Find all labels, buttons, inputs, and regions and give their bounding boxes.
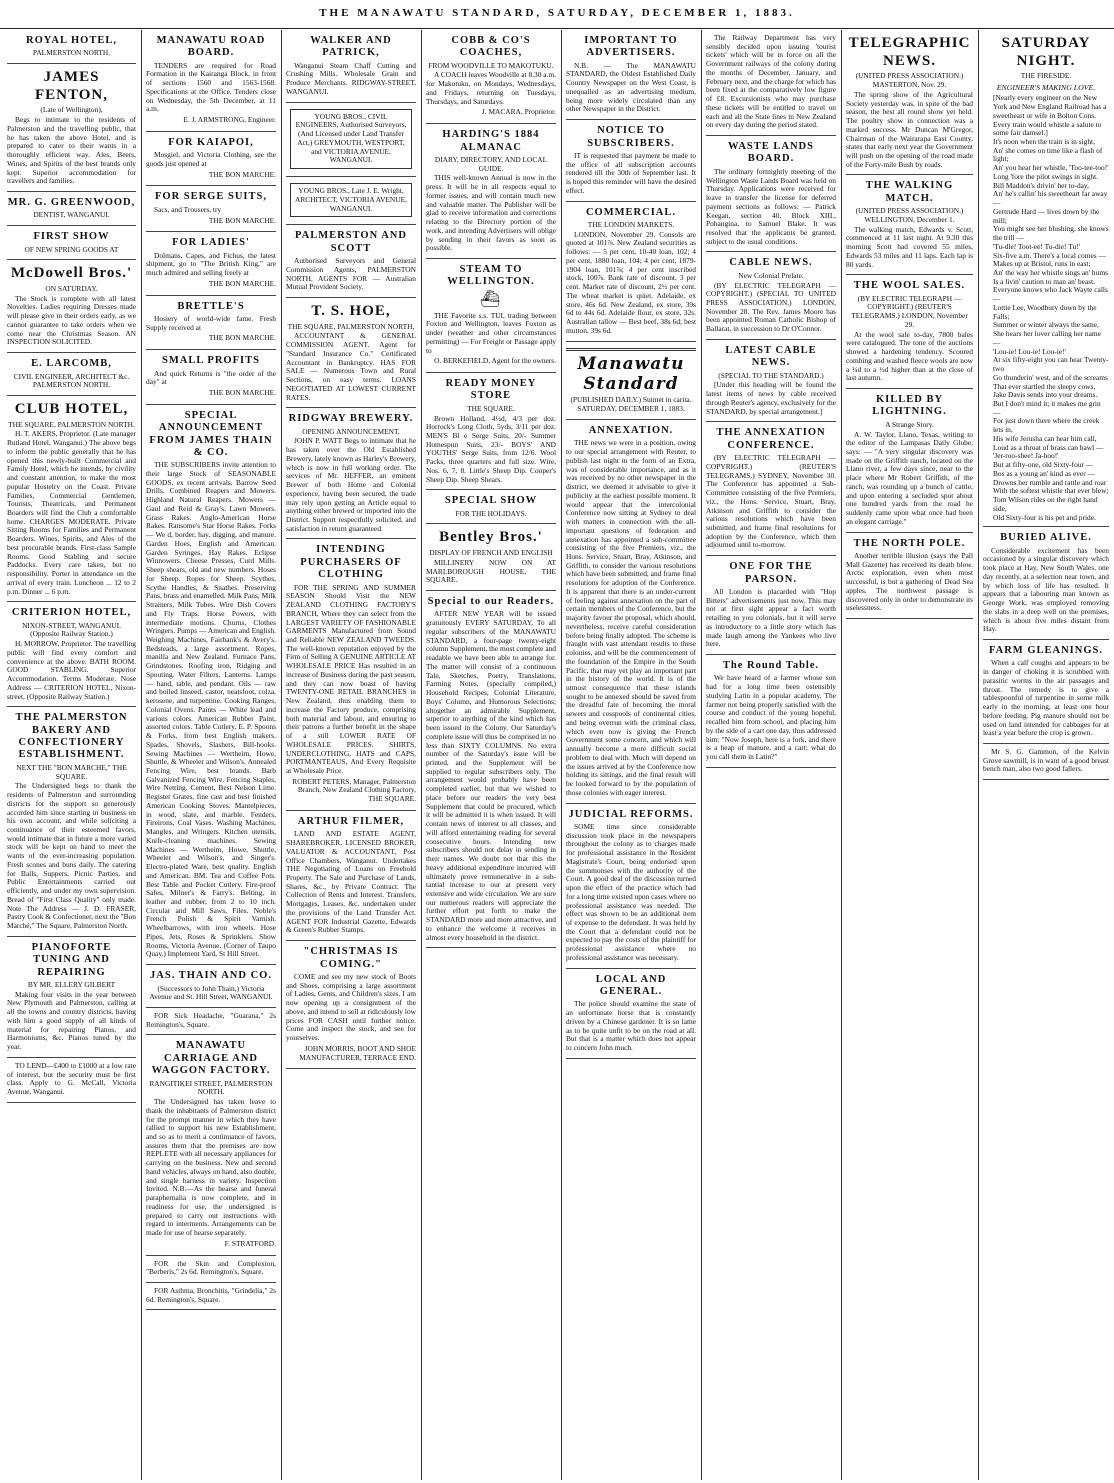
issue-date: SATURDAY, DECEMBER 1, 1883. — [577, 404, 685, 414]
block-heading: JAS. THAIN AND CO. — [150, 970, 272, 982]
block-heading: BRETTLE'S — [177, 300, 245, 312]
article-block — [566, 342, 696, 421]
poem-line: Tom Wilson rides on the right hand side, — [993, 495, 1098, 513]
block-body: MILLINERY NOW ON AT MARLBOROUGH HOUSE, THE SQUARE. — [426, 557, 556, 585]
poem-line: Makes up at Bristol, runs in east; — [993, 259, 1091, 269]
block-body: N.B. — The MANAWATU STANDARD, the Oldest Established Daily Country Newspaper on the West Coast, is unequalled as an advertising medium, being more widely circulated than any other Newspaper in the District. — [566, 60, 696, 114]
block-heading: MANAWATU ROAD BOARD. — [156, 35, 266, 59]
column-6 — [703, 30, 839, 1480]
block-subheading: (BY ELECTRIC TELEGRAPH — COPYRIGHT.) (REUTER'S TELEGRAMS.) LONDON, November 29. — [851, 293, 968, 329]
block-body: At the wool sale to-day, 7800 bales were catalogued. The tone of the auctions showed a hardening tendency. Scoured combing and washed fleece wools are now a ¼d to a ½d higher than at the close of last autumn. — [846, 329, 973, 383]
block-body: H. T. AKERS, Proprietor. (Late manager Rutland Hotel, Wanganui.) The above begs to inform the public generally that he has opened this newly-built Commercial and Family Hotel, which he intends, by civility and constant attention, to make the most popular Hostelry on the Coast. Private Families, Commercial Gentlemen, Tourists, Theatricals, and Permanent Boarders will find the Club a comfortable home. CHARGES MODERATE. Private Sitting Rooms for Families and Permanent Boarders. Wines, Spirits, and Ales of the best procurable brands. First-class Sample Rooms. Good Stabling and secure Paddocks. Every care taken, but no responsibility. Porter in attendance on the arrival of every train. Luncheon ... 12 to 2 p.m. Dinner ... 6 p.m. — [7, 429, 136, 596]
block-body: LAND AND ESTATE AGENT, SHAREBROKER, LICENSED BROKER, VALUATOR & ACCOUNTANT, Post Office Chambers, Wanganui. Undertakes THE Negotiating of Loans on Freehold Property. The Sale and Purchase of Lands, Shares, &c., by Private Contract. The Collection of Rents and Interest. Transfers, Mortgages, Leases, &c. undertaken under the provisions of the Land Transfer Act. AGENT FOR Industrial Gazette, Edwards & Green's Rubber Stamps. — [286, 829, 416, 935]
block-heading: CABLE NEWS. — [729, 257, 813, 269]
article-block — [426, 124, 556, 259]
poem-line: [Nearly every engineer on the New York and New England Railroad has a sweetheart or wife in Bolton Cons. Every train would whistle a salute to some fair damsel.] — [993, 93, 1107, 138]
article-block — [286, 811, 416, 941]
logo-text: YOUNG BROS., CIVIL ENGINEERS, Authorised Surveyors, (And Licensed under Land Transfer Act,) GREYMOUTH, WESTPORT, and VICTORIA AVENUE, WANGANUI. — [295, 111, 407, 165]
poem-title: ENGINEER'S MAKING LOVE. — [996, 83, 1096, 93]
article-block — [7, 707, 136, 936]
block-heading: CLUB HOTEL, — [14, 400, 129, 417]
article-block — [146, 132, 276, 187]
block-heading: STEAM TO WELLINGTON. — [447, 263, 535, 288]
block-heading: FARM GLEANINGS. — [989, 645, 1103, 656]
block-body: The ordinary fortnightly meeting of the Wellington Waste Lands Board was held on Thursday. Applications were received for leave to transfer the license for deferred payment sections as follows: — Patrick Keegan, section 40, Block XIII., Pohangina, to Samuel Blake. It was resolved that the applicants be granted, subject to the usual conditions. — [706, 166, 836, 246]
article-block — [7, 226, 136, 260]
poem-line: But at fifty-one, old Sixty-four — — [993, 460, 1094, 470]
block-heading: FIRST SHOW — [33, 231, 110, 243]
block-body: And quick Returns is "the order of the day" at — [146, 368, 276, 387]
article-block — [286, 177, 416, 225]
poem-line: Loud as a throat of brass can bawl — — [993, 442, 1104, 452]
block-body: A COACH leaves Woodville at 8.30 a.m. for Makotuku, on Mondays, Wednesdays, and Fridays, returning on Tuesdays, Thursdays, and Saturdays. — [426, 70, 556, 106]
poem-line: Everyone knows who Jack Wayte calls — — [993, 285, 1108, 304]
article-block — [706, 252, 836, 340]
block-body: Mosgiel, and Victoria Clothing, see the goods just opened at — [146, 150, 276, 168]
poem-line: Gertrude Hard — lives down by the mill; — [993, 206, 1100, 225]
block-heading: COMMERCIAL. — [585, 206, 677, 218]
poem-line: Lottie Lee, Woodbury down by the Falls; — [993, 302, 1097, 321]
block-heading: SPECIAL SHOW — [444, 495, 538, 507]
poem-line: She hears her lover calling her name — — [993, 329, 1101, 347]
block-subheading: (Late of Wellington), — [40, 105, 103, 115]
block-subheading: BY MR. ELLERY GILBERT — [27, 979, 116, 989]
poem-line: But I don't mind it; it makes me grin — — [993, 399, 1101, 417]
block-signature: J. MACARA, Proprietor. — [481, 107, 556, 117]
block-body: Dolmans, Capes, and Fichus, the latest shipment, go to "The British King," are much admired and selling freely at — [146, 250, 276, 278]
block-heading: PIANOFORTE TUNING AND REPAIRING — [31, 941, 112, 978]
article-block — [286, 539, 416, 810]
article-block — [706, 30, 836, 136]
poem-line: 'Tu-dle! Toot-ee! Tu-die! Tu!' — [993, 241, 1080, 251]
block-body: [Under this heading will be found the latest items of news by cable received through Reuter's agency, exclusively for the STANDARD, by special arrangement.] — [706, 380, 836, 416]
block-body: (BY ELECTRIC TELEGRAPH — COPYRIGHT.) (REUTER'S TELEGRAMS.) SYDNEY, November 30. The Conference has appointed a Sub-Committee consisting of the five Premiers, viz., the Hons. Service, Stuart, Bray, Atkinson and Griffith to consider the various resolutions which have been submitted, and frame final resolutions for adoption by the Conference, which then adjourned until to-morrow. — [706, 453, 836, 550]
block-heading: WASTE LANDS BOARD. — [728, 141, 814, 165]
block-subheading: NEXT THE "BON MARCHE," THE SQUARE. — [16, 762, 127, 781]
poem-line: Bill Maddon's drivin' her to-day, — [993, 180, 1089, 190]
column-rule — [141, 30, 142, 1480]
block-body: All London is placarded with "Hop Bitters" advertisements just now. This may not at first sight appear a fact worth retailing to you colonials, but it will serve as introductory to a little story which has made laugh among the Yankees who live here. — [706, 586, 836, 649]
block-body: THE Favorite s.s. TUI, trading between Foxton and Wellington, leaves Foxton as under (weather and other circumstances permitting) — For Freight or Passage apply to — [426, 310, 556, 355]
block-body: AFTER NEW YEAR will be issued gratuitously EVERY SATURDAY, To all regular subscribers of the MANAWATU STANDARD, a four-page twenty-eight column Supplement, the most complete and readable we have been able to arrange for. The matter will consist of a continuous Tale, Sketches, Poetry, Translations, Farming Notes, (specially compiled,) Household Recipes, Colonial Literature, Boys' Column, and Humorous Selections; altogether an admirable Supplement, superior to anything of the kind which has been issued in the Colony. Our Saturday's complete issue will thus be comprised in no less than SIXTY COLUMNS. No extra number of the Saturday's issue will be printed, and the Supplement will be supplied to regular subscribers only. The arrangement would probably have been completed earlier, but that we wished to place before our readers the very best Supplement that could be procured, which it will be admitted it is when issued. It will contain news of interest to all classes, and will afford entertaining reading for several consecutive hours. Intending new subscribers should not delay in sending in their names. We doubt not that this the heavy additional expenditure incurred will ultimately prove remunerative in a sub-tantial increase to our at present very extensive and wide circulation. We are sure our numerous readers will appreciate the further effort put forth to make the STANDARD more and more attractive, and to enhance the welcome it receives in almost every household in the district. — [426, 609, 556, 942]
poem-line: At six fifty-eight you can hear Twenty-two — [993, 355, 1109, 374]
article-block — [146, 965, 276, 1008]
poem-line: 'Jer-roo-shee! Ja-hoo!' — [993, 451, 1059, 461]
block-subheading: RANGITIKEI STREET, PALMERSTON NORTH. — [149, 1078, 273, 1097]
article-block — [983, 30, 1109, 527]
article-block — [426, 591, 556, 948]
block-signature: O. BERKEFIELD, Agent for the owners. — [434, 356, 556, 366]
block-heading: BURIED ALIVE. — [1000, 532, 1092, 544]
column-4 — [423, 30, 559, 1480]
article-block — [146, 1283, 276, 1310]
block-subheading: (SPECIAL TO THE STANDARD.) — [718, 370, 824, 380]
block-body: Wanganui Steam Chaff Cutting and Crushing Mills. Wholesale Grain and Produce Merchants. RIDGWAY-STREET, WANGANUI. — [286, 60, 416, 96]
block-heading: ONE FOR THE PARSON. — [729, 561, 813, 585]
article-block — [706, 655, 836, 768]
article-block — [146, 1256, 276, 1283]
article-block — [146, 232, 276, 295]
logo-text: YOUNG BROS., Late J. E. Wright, ARCHITECT, VICTORIA AVENUE, WANGANUI. — [295, 186, 407, 213]
article-block — [7, 64, 136, 192]
poem-line: Go thunderin' west, and of the screams — [993, 372, 1108, 382]
block-body: Brown Holland, 4½d, 4/3 per doz. Horrock's Long Cloth, 5yds, 3/11 per doz. MEN'S Bl e Serge Suits, 20/- Summer Homespun Suits, 23/- BOYS' AND YOUTHS' Serge Suits, from 12/6. Wool Packs, three quarters and full size. Wire, Nos. 6, 7, 8. Little's Sheep Dip. Cooper's Sheep Dip. Sheep Shears. — [426, 413, 556, 484]
article-block — [846, 275, 973, 389]
poem-line: Is a livin' caution to man an' beast. — [993, 276, 1096, 286]
block-heading: The Round Table. — [722, 660, 820, 672]
article-block — [146, 350, 276, 405]
block-subheading: NIXON-STREET, WANGANUI. (Opposite Railway Station.) — [22, 620, 121, 639]
block-heading: THE NORTH POLE. — [853, 537, 966, 549]
article-block — [566, 420, 696, 803]
block-body: ACCOUNTANT & GENERAL COMMISSION AGENT. Agent for "Standard Insurance Co." Certificated Accountant in Bankruptcy. HAS FOR SALE — Numerous Town and Rural Sections, on easy terms. LOANS NEGOTIATED AT LOWEST CURRENT RATES. — [286, 331, 416, 402]
block-body: FOR Asthma, Bronchitis, "Grindelia," 2s 6d. Remington's, Square. — [146, 1286, 276, 1304]
block-heading: McDowell Bros.' — [10, 265, 133, 282]
article-block — [7, 937, 136, 1058]
block-heading: KILLED BY LIGHTNING. — [872, 394, 947, 418]
block-subheading: (UNITED PRESS ASSOCIATION.) WELLINGTON, December 1. — [855, 206, 964, 224]
block-heading: LOCAL AND GENERAL. — [595, 973, 667, 998]
block-heading: "CHRISTMAS IS COMING." — [303, 946, 399, 970]
block-body: The Undersigned has taken leave to thank the inhabitants of Palmerston district for the prompt manner in which they have rallied to support his new Establishment, and so as to merit a continuance of favors, assures them that the premises are now REPLETE with all necessary appliances for carrying on the business. New and second hand vehicles, always on hand, also double, and single harness in variety. Inspection Invited. N.B.—As the hearse and funeral paraphernalia is now complete, and in readiness for use, the undersigned is prepared to carry out instructions with regard to interments. Arrangements can be made for use of hearse separately. — [146, 1097, 276, 1238]
block-signature: THE BON MARCHE. — [208, 388, 276, 398]
block-body: A. W. Taylor, Llano, Texas, writing to the editor of the Lampasas Daily Globe, says: — "A very singular discovery was made on the Griffith ranch, located on the Llano river, a few days since, near to the place where Mr Robert Griffith, of the ranch, was rounding up a bunch of cattle, and upon entering a secluded spot about one hundred yards from the road he suddenly came upon what once had been an elegant carriage." — [846, 429, 973, 526]
block-body: Begs to intimate to the residents of Palmerston and the travelling public, that he has taken the above Hotel, and is prepared to cater to their wants in a thoroughly efficient way. Ales, Beers, Wines, and Spirits of the best brands only kept. Superior accommodation for travellers and families. — [7, 115, 136, 186]
poem-line: 'Lou-ie! Lou-ie! Lou-ie!' — [993, 346, 1066, 356]
block-body: THE news we were in a position, owing to our special arrangement with Reuter, to publish last night in the form of an Extra, was of considerable importance, and as it was received by no other newspaper in the district, we deemed it advisable to give it publicity at the earliest possible moment. It would appear that the intercolonial Conference now sitting at Sydney to deal with matters in connection with the all-important questions of federation and annexation has appointed a sub-committee consisting of the five Premiers, viz., the Hons. Service, Stuart, Bray, Atkinson, and Griffith, to consider the various resolutions which have been submitted, and frame final resolutions for adoption of the Conference. It is apparent that there is an under-current of feeling against annexation on the part of certain members of the Conference, but the majority favour the proposal, which should, nevertheless, receive careful consideration before being finally adopted. The scheme is fraught with vast attendant results to these colonies, and will be the commencement of the foundation of the Empire in the South Pacific, that may yet play an important part in the history of the world. It is of the utmost consequence that these islands sought to be annexed should be saved from the dreadful fate of becoming the moral sewers and cesspools of continental cities, and being overrun with the criminal class, which even now is giving the French Government some concern, and which will annually become a more difficult social problem to deal with. Much will depend on the issues arrived at by the Conference now holding its sittings, and the final result will be looked forward to by the population of those colonies with eager interest. — [566, 438, 696, 797]
block-body: When a calf coughs and appears to be in danger of choking it is scrubbed with parasitic worms in the air passages and throat. The remedy is to give a tablespoonful of turpentine in some milk early in the morning, at least one hour before feeding. Pig manure should not be used on land intended for cabbages for at least a year before the crop is grown. — [983, 658, 1109, 738]
block-signature: F. STRATFORD. — [224, 1238, 276, 1248]
block-body: IT is requested that payment be made to the office of all subscription accounts rendered till the 30th of September last. It is hoped this reminder will have the desired effect. — [566, 150, 696, 195]
article-block — [146, 30, 276, 132]
block-subheading: New Colonial Prelate. — [738, 270, 804, 280]
column-rule — [421, 30, 422, 1480]
column-5 — [563, 30, 699, 1480]
column-2 — [143, 30, 279, 1480]
block-heading: CRITERION HOTEL, — [11, 607, 132, 619]
block-body: H. MORROW, Proprietor. The travelling public will find every comfort and convenience at the above. BATH ROOM. GOOD STABLING. Superior Accommodation. Terms Moderate. Nose Address — CRITERION HOTEL, Nixon-street, (Opposite Railway Station.) — [7, 639, 136, 701]
block-heading: INTENDING PURCHASERS OF CLOTHING — [300, 544, 402, 581]
block-body: The Undersigned begs to thank the residents of Palmerston and surrounding districts for the support so generously accorded him since starting in business on his own account, and while soliciting a continuance of their esteemed favors, would intimate that in future a more varied stock will be kept on hand to meet the wants of the ever-increasing population. Fresh scones and buns daily. The catering for Balls, Suppers, Picnic Parties, and Public Entertainments carried out efficiently, and under my own supervision. Bread of "First Class Quality" only made. Note The Address — J. D. FRASER, Pastry Cook & Confectioner, next the "Bon Marché," The Square, Palmerston North. — [7, 781, 136, 931]
article-block — [426, 30, 556, 124]
block-subheading: ON SATURDAY. — [45, 284, 98, 293]
block-body: THE SUBSCRIBERS invite attention to their large Stock of SEASONABLE GOODS, ex recent arrivals. Barrow Seed Drills. Combined Reapers and Mowers. Highland Natural Reapers. Mowers — Gaul and Reid & Gray's. Lawn Mowers. Grass Rakes. Anglo-American Horse Rakes. Ransome's Star Horse Rakes. Forks — We d, border, hay, digging, and manure. Garden Hoes, English and American. Garden Syringes, Hay Rakes. Eclipse Winnowers. Cheese Presses, Curd Mills. Sheep shears, old and new numbers. Hoses for Sheep. Ropes for Sheep. Scythes, Scythe Handles, & Snathes. Preserving Pans, brass and enamelled. Milk Pans, Milk Strainers, Milk Tubes. Wire Dish Covers and Fly Traps. Horse Powers, with intermediate motions. Churns, Clothes Wringers. Pumps — American and English. Weighing Machines, Fairbank's & Avery's. Bedsteads, a large assortment. Ropes, manilla and New Zealand. Furnace Pans, Grindstones. Roofing iron, Ridging and Spouting. Water Filters, Lanterns. Lamps — hand, table, and pendant. Oils — raw and boiled linseed, castor, neatsfoot, colza, kerosene, and turpentine. Cooking Ranges, Colonial Ovens. Paints — White lead and various colors. American Rubber Paint, assorted colors. Table Cutlery, E. P. Spoons & Forks, from best English makers. Spades, Shovels, Slashers, Bill-hooks. Sewing Machines — Wertheim, Howe, Shuttle, & Wheeler and Wilson's. Annealed Fencing Wire, best brands. Barb Galvanized Fencing Wire. Fencing Staples, Wire Netting. Cement, Best Nelson Lime. Register Grates, fine cast and best finished American Cooking Stoves. Mantelpieces, in wood, slate, and marble. Fenders, Fireirons, Coal Vases. Washing Machines, Mangles, and Wringers. Kitchen utensils, Knife-cleaning machines. Sewing Machines — Wertheim, Howe, Shuttle, Wheeler and Wilson's, and Singer's. Electro-plated Ware, best quality. English and American. BM. Tea and Coffee Pots. Best Table and Pocket Cutlery. Fire-proof Safes, Milner's & Farry's. Belting, in leather and rubber, from 2 to 10 inch. Circular and Mill Saws, Files. Noble's French Polish & Spirit Varnish. Wheelbarrows, with iron wheels. Hose Pipes, Jets, Roses & Sprinklers. Show Rooms, Victoria Avenue. (Corner of Taupo Quay.) Implement Yard, St Hill Street. — [146, 460, 276, 959]
block-heading: T. S. HOE, — [311, 302, 391, 319]
block-heading: ANNEXATION. — [588, 425, 674, 437]
block-body: The spring show of the Agricultural Society yesterday was, in spite of the bad season, the best all round show yet held. The poultry show in connection was a marked success. Mr Duncan M'Gregor, Chairman of the Wairarapa East County, states that early next year the Government will push on the opening of the road made of the Forty-mile Bush by roads. — [846, 89, 973, 169]
article-block — [706, 556, 836, 655]
block-subheading: OPENING ANNOUNCEMENT. — [302, 426, 400, 436]
poem-line: For just down there where the creek lets in, — [993, 416, 1100, 435]
block-heading: Bentley Bros.' — [439, 529, 543, 546]
article-block — [146, 1008, 276, 1035]
article-block — [846, 533, 973, 620]
block-body: Hosiery of world-wide fame. Fresh Supply received at — [146, 314, 276, 332]
article-block — [983, 744, 1109, 780]
block-subheading: A Strange Story. — [885, 419, 934, 429]
column-rule — [561, 30, 562, 1480]
ship-icon: ⛴ — [479, 290, 503, 308]
article-block — [566, 202, 696, 342]
column-7 — [843, 30, 976, 1480]
article-block — [566, 804, 696, 969]
block-signature: E. J. ARMSTRONG, Engineer. — [183, 115, 276, 125]
article-block — [7, 30, 136, 64]
poem-line: Long 'fore the pilot swings in sight. — [993, 171, 1098, 181]
masthead-rule — [566, 348, 696, 351]
block-signature: ROBERT PETERS, Manager, Palmerston Branch, New Zealand Clothing Factory, THE SQUARE. — [292, 776, 416, 804]
block-heading: NOTICE TO SUBSCRIBERS. — [587, 125, 675, 149]
poem-line: Bos as a young an' kind as ever — — [993, 468, 1095, 478]
article-block — [846, 389, 973, 533]
article-block — [983, 640, 1109, 744]
block-heading: Special to our Readers. — [427, 596, 555, 608]
article-block — [846, 30, 973, 175]
article-block — [566, 30, 696, 120]
paper-title: Manawatu Standard — [577, 353, 685, 394]
block-subheading: (PUBLISHED DAILY.) Suimet in carita. — [570, 394, 692, 404]
block-heading: JUDICIAL REFORMS. — [568, 808, 694, 820]
block-body: TENDERS are required for Road Formation in the Kairanga Block, in front of sections 1560 and 1563-1568. Specifications at the Office. Tenders close on Wednesday, the 5th December, at 11 a.m. — [146, 60, 276, 114]
column-rule — [281, 30, 282, 1480]
block-heading: SPECIAL ANNOUNCEMENT FROM JAMES THAIN & CO. — [149, 409, 273, 458]
block-heading: HARDING'S 1884 ALMANAC — [442, 129, 540, 153]
block-body: The Stock is complete with all latest Novelties. Ladies requiring Dresses made will please give in their orders early, as we cannot guarantee to take orders when we come near the Christmas Season. AN INSPECTION SOLICITED. — [7, 293, 136, 347]
article-block — [7, 602, 136, 707]
column-1 — [4, 30, 139, 1480]
article-block — [286, 298, 416, 408]
column-rule — [701, 30, 702, 1480]
block-heading: JAMES FENTON, — [35, 69, 108, 103]
poem-line: That ever startled the sleepy cows, — [993, 381, 1096, 391]
block-heading: SATURDAY NIGHT. — [1001, 35, 1091, 69]
poem-line: Old Sixty-four is his pet and pride. — [993, 512, 1096, 522]
block-heading: PALMERSTON AND SCOTT — [295, 230, 407, 254]
block-heading: FOR LADIES' — [172, 237, 250, 249]
article-block — [706, 422, 836, 556]
block-body: Authorised Surveyors and General Commission Agents, PALMERSTON NORTH. AGENTS FOR — Australian Mutual Provident Society. — [286, 256, 416, 292]
article-block — [566, 120, 696, 201]
poem-line: An' you hear her whistle, 'Too-tee-too!' — [993, 163, 1109, 173]
block-heading: TELEGRAPHIC NEWS. — [848, 35, 971, 69]
block-subheading: DIARY, DIRECTORY, AND LOCAL GUIDE. — [434, 154, 548, 173]
block-subheading: THE SQUARE. — [467, 403, 515, 413]
article-block — [286, 103, 416, 177]
column-rule — [978, 30, 979, 1480]
article-block — [286, 408, 416, 539]
block-subheading: (UNITED PRESS ASSOCIATION.) MASTERTON, Nov. 29. — [855, 71, 964, 90]
poem-line: Summer or winter always the same, — [993, 320, 1099, 330]
article-block — [146, 296, 276, 351]
article-block — [426, 259, 556, 373]
block-heading: RIDGWAY BREWERY. — [288, 413, 414, 425]
article-block — [846, 175, 973, 275]
block-heading: WALKER AND PATRICK, — [310, 35, 392, 59]
column-3 — [283, 30, 419, 1480]
block-subheading: DENTIST, WANGANUI. — [33, 210, 110, 220]
block-heading: SMALL PROFITS — [162, 355, 260, 367]
block-body: The walking match, Edwards v. Scott, commenced at 11 last night. At 9.30 this morning Scott had covered 55 miles, Edwards 53 miles and 11 laps. Each lap is 80 yards. — [846, 224, 973, 269]
block-signature: THE BON MARCHE. — [208, 278, 276, 288]
block-subheading: THE FIRESIDE. — [1020, 71, 1072, 81]
column-8 — [980, 30, 1112, 1480]
poem-line: An' he's callin' his sweetheart far away — — [993, 189, 1108, 208]
article-block — [7, 192, 136, 226]
block-subheading: (Successors to John Thain,) Victoria Avenue and St. Hill Street, WANGANUI. — [149, 983, 273, 1002]
article-block — [7, 396, 136, 602]
masthead: THE MANAWATU STANDARD, SATURDAY, DECEMBER 1, 1883. — [0, 0, 1114, 29]
article-block — [566, 969, 696, 1059]
block-subheading: THE SQUARE, PALMERSTON NORTH. — [8, 419, 135, 429]
block-body: The Railway Department has very sensibly decided upon issuing 'tourist tickets' which will be in force on all the Government railways of the colony during the months of December, January, and February next, and the charge for which has been fixed at the comparatively low figure of £8. Excursionists who may purchase these tickets will be entitled to travel on each and all the State lines in New Zealand on every day during the period stated. — [706, 33, 836, 130]
block-heading: MANAWATU CARRIAGE AND WAGGON FACTORY. — [151, 1040, 271, 1077]
article-block — [146, 405, 276, 965]
block-heading: THE PALMERSTON BAKERY AND CONFECTIONERY ESTABLISHMENT. — [15, 712, 128, 761]
article-block — [286, 30, 416, 103]
block-body: TO LEND—£400 to £1000 at a low rate of interest, but the security must be first class. Apply to G. McCall, Victoria Avenue, Wanganui. — [7, 1060, 136, 1096]
block-body: SOME time since considerable discussion took place in the newspapers throughout the colony as to charges made for professional assistance in the Resident Magistrate's Court, being endorsed upon the summonses with the authority of the Court. A good deal of the discussion turned upon the effect of the practice which had for a long time existed upon cases where no professional assistance was needed. The effect was shown to be an additional item of expense to the defendant. It was held by the Court that a defendant could not be expected to pay the costs of the plaintiff for professional assistance where no professional assistance was necessary. — [566, 821, 696, 962]
block-heading: THE WALKING MATCH. — [865, 180, 954, 204]
article-block — [426, 490, 556, 524]
block-subheading: THE LONDON MARKETS. — [587, 219, 675, 229]
block-heading: E. LARCOMB, — [31, 358, 112, 370]
block-subheading: PALMERSTON NORTH. — [32, 48, 111, 58]
block-subheading: FOR THE HOLIDAYS. — [455, 508, 527, 518]
block-body: COME and see my new stock of Boots and Shoes, comprising a large assortment of Ladies, Gents, and Children's sizes. I am now opening up a consignment of the above, and intend to sell at ridiculously low prices FOR CASH until further notice. Come and inspect the stock, and see for yourselves. — [286, 971, 416, 1043]
article-block — [7, 1058, 136, 1103]
article-block — [426, 373, 556, 490]
block-heading: THE WOOL SALES. — [853, 280, 966, 292]
block-heading: FOR SERGE SUITS, — [155, 191, 267, 203]
poem-line: An' the way her whistle sings an' hums — [993, 267, 1108, 277]
poem-line: His wife Jerusha can hear him call, — [993, 433, 1097, 443]
block-signature: THE BON MARCHE. — [208, 169, 276, 179]
firm-logo — [290, 109, 412, 169]
block-subheading: OF NEW SPRING GOODS AT — [24, 244, 119, 254]
block-body: JOHN P. WATT Begs to intimate that he has taken over the Old Established Brewery, lately known as Harley's Brewery, which is now in full working order. The services of Mr. HEFFER, an eminent Brewer of both Home and Colonial experience, having been secured, the trade may rely upon getting an Article equal to anything either brewed or imported into the District. Support respectfully solicited, and satisfaction in return guaranteed. — [286, 436, 416, 533]
block-body: LONDON, November 29. Consols are quoted at 101⅞. New Zealand securities as follows: — 5 per cent, 10-40 loan, 102; 4 per cent, 1880 loan, 104; 4 per cent, 1879-1904 loan, 101⅞; 4 per cent inscribed stock, 100⅞. Bank rate of discount, 3 per cent. Market rate of discount, 2½ per cent. The wheat market is quiet. Adelaide, ex store, 46s 6d. New Zealand, ex store, 39s 6d to 44s 6d. Adelaide flour, ex store, 32s. Australian tallow — Best beef, 38s 6d; best mutton, 39s 6d. — [566, 229, 696, 335]
block-heading: FOR KAIAPOI, — [168, 136, 254, 148]
article-block — [146, 1035, 276, 1255]
block-heading: ARTHUR FILMER, — [297, 815, 405, 827]
block-body: FOR the Skin and Complexion, "Berberis," 2s 6d. Remington's, Square. — [146, 1258, 276, 1277]
block-heading: ROYAL HOTEL, — [26, 35, 117, 46]
block-body: Mr S. G. Gammon, of the Kelvin Grove sawmill, is in want of a good breast bench man, also two good fallers. — [983, 746, 1109, 774]
article-block — [7, 353, 136, 396]
article-block — [286, 941, 416, 1069]
block-body: THIS well-known Annual is now in the press. It will be in all respects equal to former issues, and will contain much new and valuable matter. The Publisher will be glad to receive information and corrections relating to the Directory portion of the work, and intending Advertisers will oblige by sending in their favors as soon as possible. — [426, 173, 556, 253]
block-body: The police should examine the state of an unfortunate horse that is constantly driven by a Chinese gardener. It is so lame as to be quite unfit to be on the road at all. But that is a matter which does not appear to concern John much. — [566, 999, 696, 1053]
poem-line: An' she comes on time like a flash of light; — [993, 145, 1103, 164]
block-subheading: CIVIL ENGINEER, ARCHITECT &c. PALMERSTON NORTH. — [13, 371, 130, 390]
block-heading: THE ANNEXATION CONFERENCE. — [716, 427, 826, 451]
block-heading: MR. G. GREENWOOD, — [7, 197, 136, 209]
poem-line: Drowns her rumble and rattle and roar — [993, 477, 1107, 487]
block-heading: COBB & CO'S COACHES, — [451, 35, 531, 59]
block-heading: IMPORTANT TO ADVERTISERS. — [584, 35, 678, 59]
block-body: (BY ELECTRIC TELEGRAPH — COPYRIGHT.) (SPECIAL TO UNITED PRESS ASSOCIATION.) LONDON, November 28. The Rev. James Moore has been appointed Roman Catholic Bishop of Ballarat, in succession to Dr O'Connor. — [706, 280, 836, 334]
block-subheading: THE SQUARE, PALMERSTON NORTH, — [287, 321, 415, 331]
poem-line: Six-five a.m. There's a local comes — — [993, 250, 1106, 260]
poem-line: Jake Davis sends into your dreams. — [993, 390, 1098, 400]
poem-line: It's noon when the train is in sight, — [993, 136, 1095, 146]
poem-line: You might see her blushing, she knows the trill — — [993, 224, 1109, 243]
block-body: We have heard of a farmer whose son had for a long time been ostensibly studying Latin in a popular academy. The farmer not being properly satisfied with the course and conduct of the young hopeful, recalled him from school, and placing him by the side of a cart one day, thus addressed him: "Now Joseph, here is a fork, and there is a heap of manure, and a cart; what do you call them in Latin?" — [706, 673, 836, 762]
block-body: Making four visits in the year between New Plymouth and Palmerston, calling at all the towns and country districts, having with him a good supply of all kinds of material for repairing Pianos, and Harmoniums, &c. Pianos tuned by the year. — [7, 989, 136, 1052]
block-body: FOR Sick Headache, "Guarana," 2s Remington's, Square. — [146, 1010, 276, 1029]
block-body: FOR THE SPRING AND SUMMER SEASON Should Visit the NEW ZEALAND CLOTHING FACTORY'S BRANCH, Where they can select from the LARGEST VARIETY OF FASHIONABLE GARMENTS Manufactured from Sound and Reliable NEW ZEALAND TWEEDS. The well-known reputation enjoyed by the Firm of Selling A GENUINE ARTICLE AT WHOLESALE PRICE Has resulted in an increase of Business during the past season, and they can now boast of having TWENTY-ONE RETAIL BRANCHES in New Zealand, thus enabling them to increase the Factory produce, comprising both material and labour, and ensuring to their patrons a further benefit in the shape of a still LOWER RATE OF WHOLESALE PRICES. SHIRTS, UNDERCLOTHING, HATS and CAPS, PORTMANTEAUS, And Every Requisite at Wholesale Price. — [286, 582, 416, 776]
block-body: Another terrible illusion (says the Pall Mall Gazette) has received its death blow. Arctic exploration, even when most successful, is but a gathering of Dead Sea apples. The northwest passage is discovered only in order to demonstrate its uselessness. — [846, 551, 973, 613]
article-block — [286, 225, 416, 298]
block-heading: READY MONEY STORE — [445, 378, 537, 402]
article-block — [146, 186, 276, 232]
article-block — [706, 340, 836, 422]
block-subheading: DISPLAY OF FRENCH AND ENGLISH — [429, 548, 553, 558]
column-rule — [841, 30, 842, 1480]
article-block — [706, 136, 836, 252]
block-body: Considerable excitement has been occasioned by a singular discovery which took place at Hay, New South Wales, one day recently, at a selection near town, and by which loss of life has resulted. It appears that a labouring man known as George Work, was employed removing the slabs in a deep well on the premises, which is about five miles distant from Hay. — [983, 545, 1109, 634]
block-heading: LATEST CABLE NEWS. — [725, 344, 817, 369]
firm-logo — [290, 183, 412, 217]
block-signature: JOHN MORRIS, BOOT AND SHOE MANUFACTURER, TERRACE END. — [299, 1043, 416, 1062]
article-block — [426, 524, 556, 591]
article-block — [7, 260, 136, 353]
block-signature: THE BON MARCHE. — [208, 215, 276, 225]
block-signature: THE BON MARCHE. — [208, 333, 276, 343]
poem-line: With the softest whistle that ever blew; — [993, 486, 1109, 496]
article-block — [983, 527, 1109, 640]
block-subheading: FROM WOODVILLE TO MAKOTUKU. — [428, 60, 554, 70]
block-body: Sacs, and Trousers, try — [154, 204, 222, 214]
